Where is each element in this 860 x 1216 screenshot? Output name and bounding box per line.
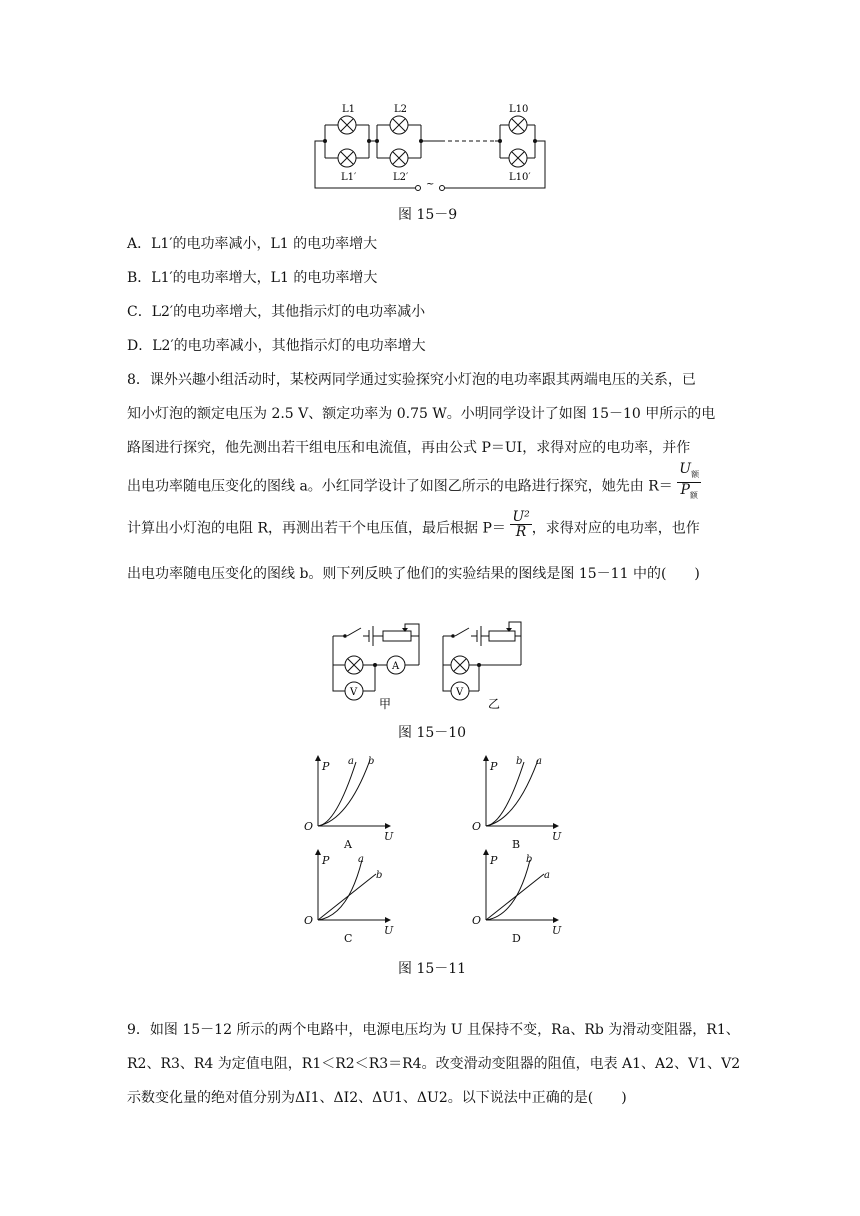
lamp-label: L1 xyxy=(342,104,356,115)
q9-line: 示数变化量的绝对值分别为ΔI1、ΔI2、ΔU1、ΔU2。以下说法中正确的是( ) xyxy=(127,1090,627,1106)
figure-15-11-graphs xyxy=(298,752,568,948)
meter-label: V xyxy=(456,687,464,698)
q8-line: 8．课外兴趣小组活动时，某校两同学通过实验探究小灯泡的电功率跟其两端电压的关系，已 xyxy=(127,372,696,388)
curve-b xyxy=(318,874,376,920)
origin-label: O xyxy=(304,914,314,927)
ac-source-symbol: ~ xyxy=(426,179,435,190)
figure-15-10-circuits xyxy=(325,616,535,712)
axis-label-p: P xyxy=(322,854,330,867)
curve-label: b xyxy=(376,870,383,881)
curve-label: a xyxy=(358,854,364,865)
q8-line: 计算出小灯泡的电阻 R，再测出若干个电压值，最后根据 P＝ $\frac{\text{U²}}{R}$ ，求得对应的电功率，也作 xyxy=(127,509,700,540)
q9-line: 9．如图 15－12 所示的两个电路中，电源电压均为 U 且保持不变，Ra、Rb 为滑动变阻器，R1、 xyxy=(127,1022,740,1038)
axis-label-u: U xyxy=(384,830,394,843)
curve-label: b xyxy=(368,756,375,767)
origin-label: O xyxy=(472,914,482,927)
lamp-label: L1′ xyxy=(341,172,357,183)
q8-line: 路图进行探究，他先测出若干组电压和电流值，再由公式 P＝UI，求得对应的电功率，并作 xyxy=(127,440,691,456)
fraction-u2-over-r: $\frac{\text{U²}}{R}$ xyxy=(512,509,530,540)
figure-15-9-caption: 图 15－9 xyxy=(398,207,458,223)
circuit-label-yi: 乙 xyxy=(488,697,501,711)
option-d: D．L2′的电功率减小，其他指示灯的电功率增大 xyxy=(127,338,426,354)
curve-a xyxy=(486,874,544,920)
figure-15-10-caption: 图 15－10 xyxy=(398,725,467,741)
axis-label-p: P xyxy=(490,854,498,867)
option-b: B．L1′的电功率增大，L1 的电功率增大 xyxy=(127,270,378,286)
curve-label: b xyxy=(526,854,533,865)
option-c: C．L2′的电功率增大，其他指示灯的电功率减小 xyxy=(127,304,426,320)
axis-label-u: U xyxy=(552,830,562,843)
q9-line: R2、R3、R4 为定值电阻，R1＜R2＜R3＝R4。改变滑动变阻器的阻值，电表 A1、A2、V1、V2 xyxy=(127,1056,741,1072)
fraction-u-over-p: $\frac{U_额}{P_额}$ xyxy=(679,461,700,500)
axis-label-u: U xyxy=(552,924,562,937)
circuit-label-jia: 甲 xyxy=(379,697,392,711)
origin-label: O xyxy=(472,820,482,833)
figure-15-11-caption: 图 15－11 xyxy=(398,961,467,977)
q8-line: 出电功率随电压变化的图线 a。小红同学设计了如图乙所示的电路进行探究，她先由 R＝ $\frac{U_额}{P_额}$ xyxy=(127,470,701,503)
meter-label: V xyxy=(350,687,358,698)
axis-label-u: U xyxy=(384,924,394,937)
curve-label: a xyxy=(536,756,542,767)
curve-label: b xyxy=(516,756,523,767)
panel-letter: D xyxy=(512,932,521,945)
panel-letter: B xyxy=(512,838,521,851)
axis-label-p: P xyxy=(490,760,498,773)
q8-line: 出电功率随电压变化的图线 b。则下列反映了他们的实验结果的图线是图 15－11 中的( ) xyxy=(127,566,700,582)
lamp-label: L10 xyxy=(509,104,529,115)
meter-label: A xyxy=(392,661,400,672)
q8-line: 知小灯泡的额定电压为 2.5 V、额定功率为 0.75 W。小明同学设计了如图 15－10 甲所示的电 xyxy=(127,406,716,422)
curve-label: a xyxy=(544,870,550,881)
lamp-label: L10′ xyxy=(509,172,531,183)
origin-label: O xyxy=(304,820,314,833)
option-a: A．L1′的电功率减小，L1 的电功率增大 xyxy=(127,236,378,252)
panel-letter: A xyxy=(344,838,352,851)
axis-label-p: P xyxy=(322,760,330,773)
lamp-label: L2 xyxy=(394,104,408,115)
panel-letter: C xyxy=(344,932,353,945)
figure-15-9-circuit xyxy=(305,96,555,196)
lamp-label: L2′ xyxy=(393,172,409,183)
curve-label: a xyxy=(348,756,354,767)
